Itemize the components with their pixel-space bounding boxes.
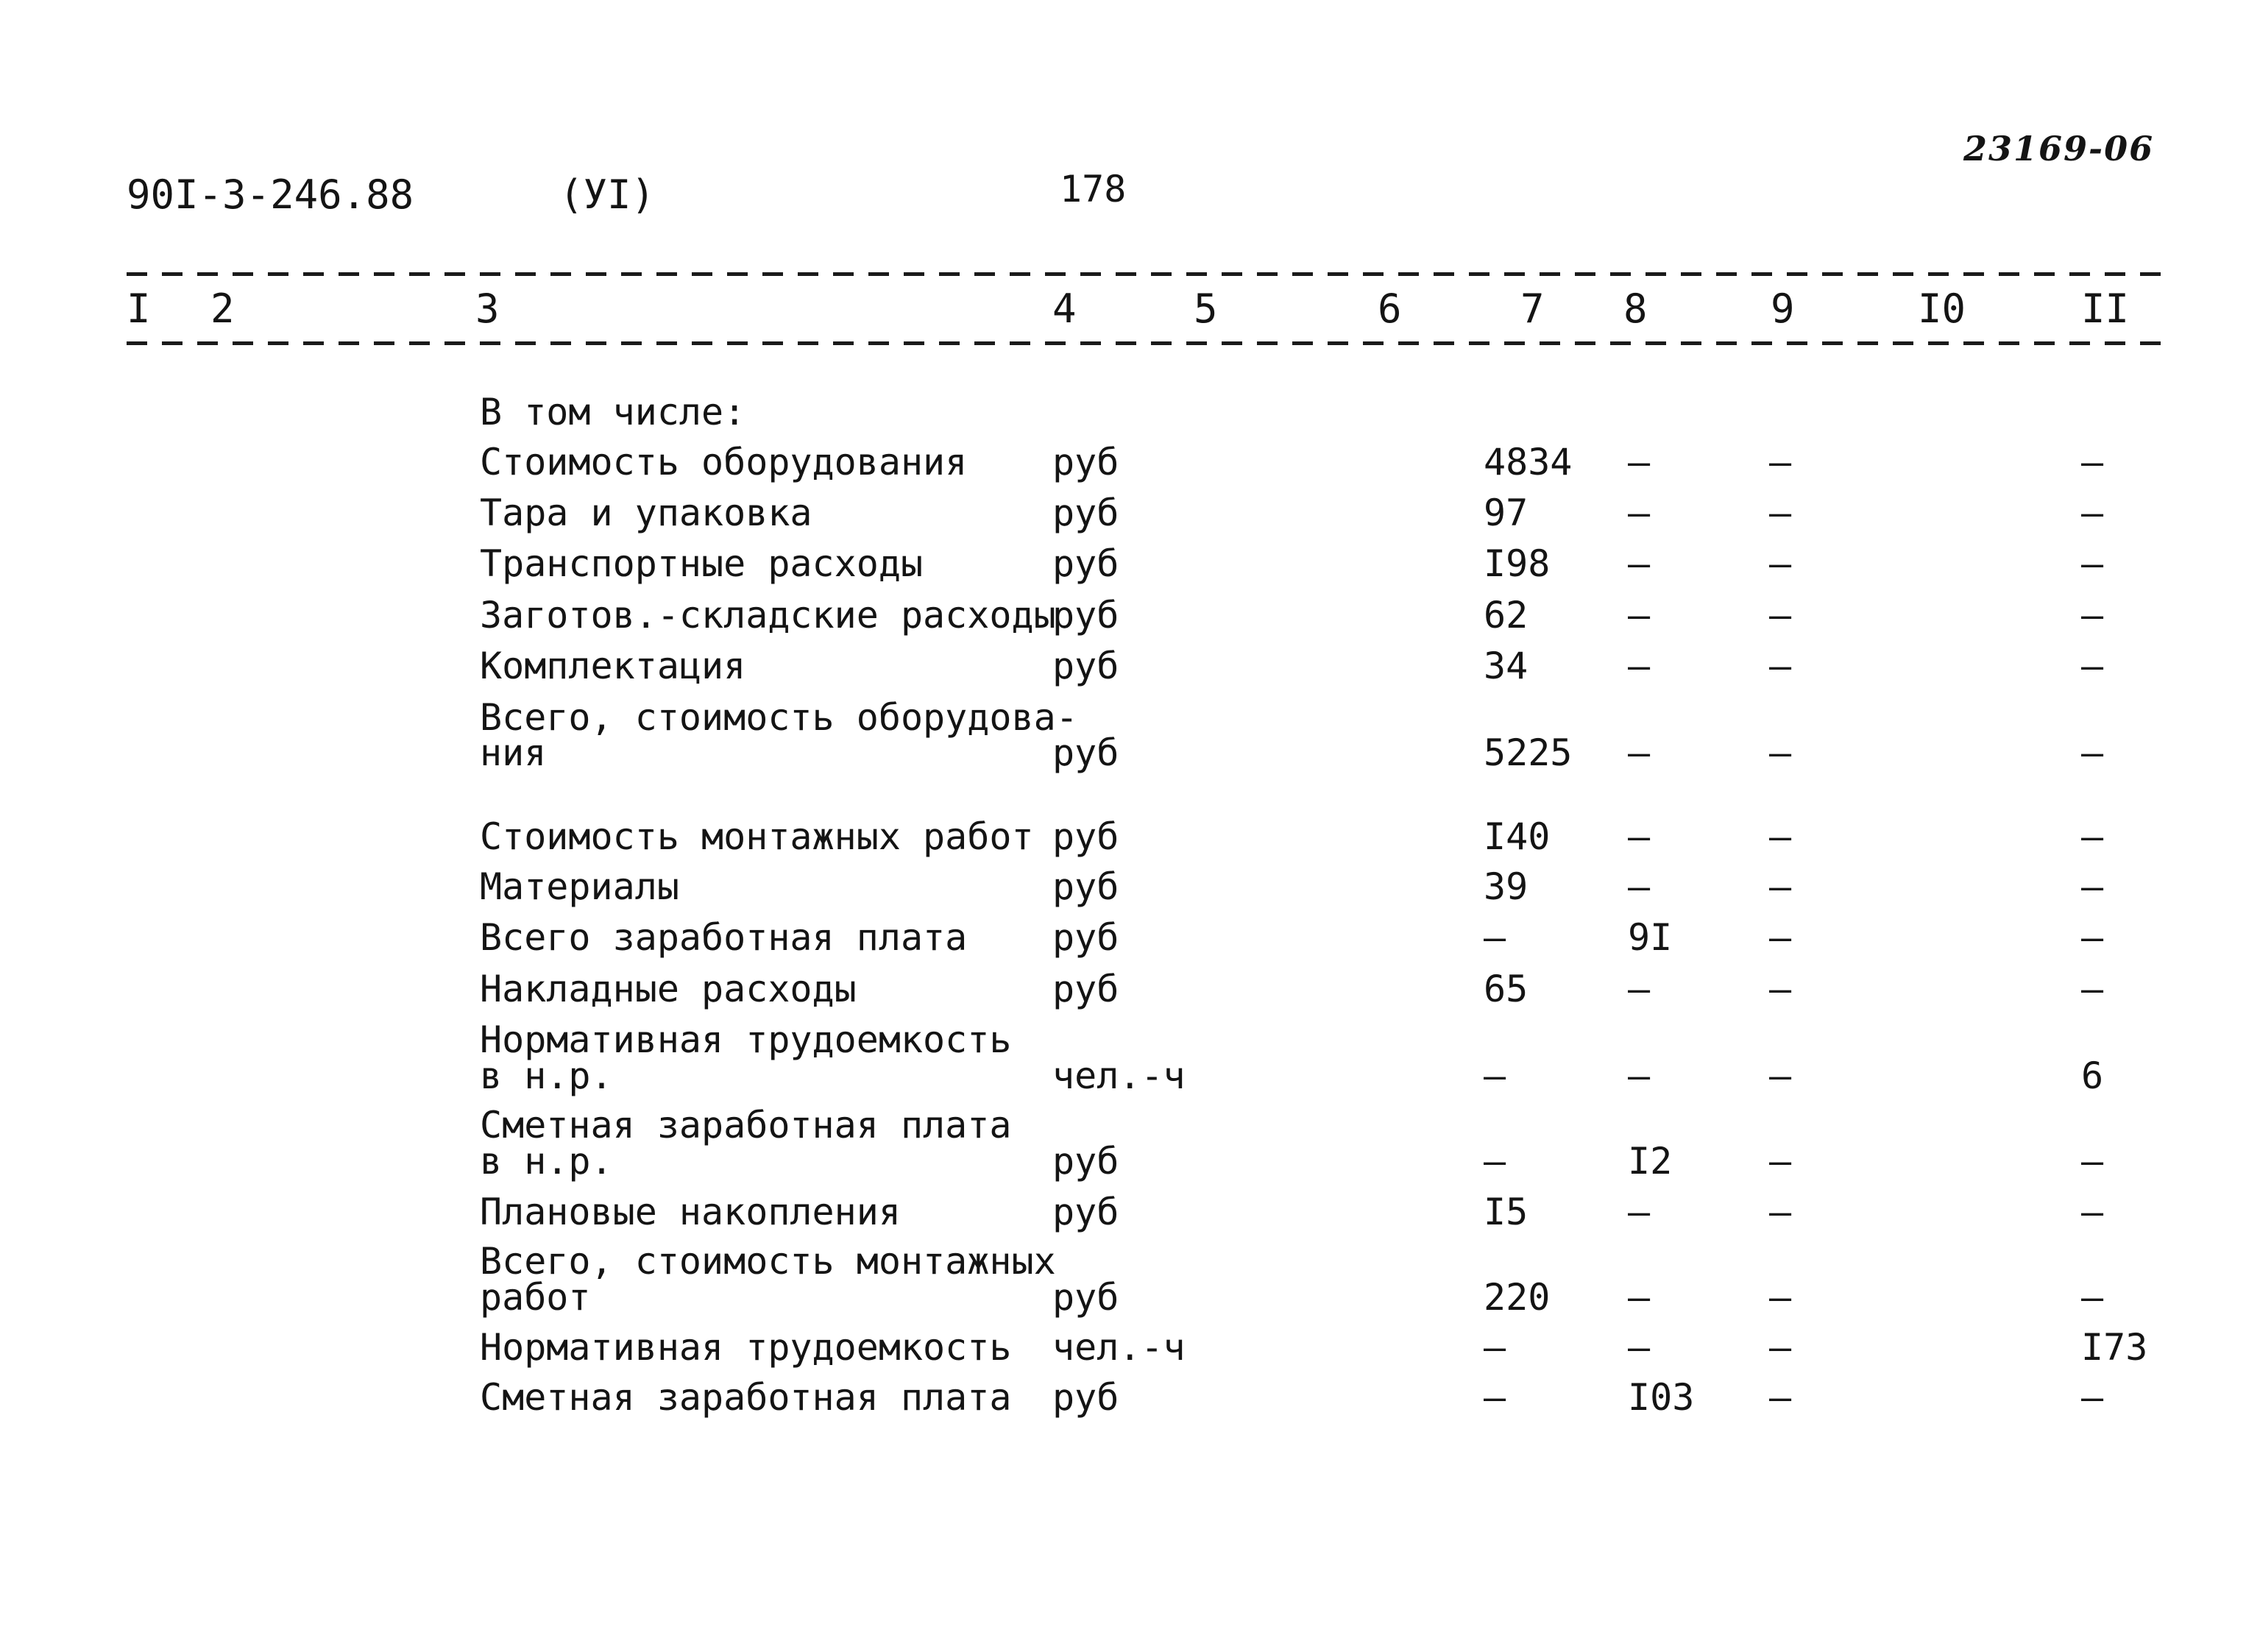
document-code: 90I-3-246.88 [127, 171, 414, 218]
row-label: Тара и упаковка [480, 492, 812, 534]
row-label: Накладные расходы [480, 968, 857, 1010]
unit-cell: руб [1052, 865, 1119, 908]
row-label: Нормативная трудоемкость [480, 1326, 1012, 1369]
value-col-11: – [2081, 1140, 2104, 1183]
column-number: I [127, 286, 151, 332]
row-label-continued: в н.р. [480, 1140, 613, 1183]
value-col-8: – [1628, 731, 1651, 774]
value-col-8: – [1628, 1326, 1651, 1369]
value-col-8: – [1628, 542, 1651, 585]
value-col-9: – [1769, 1376, 1792, 1419]
value-col-11: – [2081, 865, 2104, 908]
unit-cell: руб [1052, 1276, 1119, 1319]
value-col-11: – [2081, 1191, 2104, 1233]
header-bottom-rule [127, 341, 2171, 345]
inventory-stamp: 23169-06 [1963, 129, 2155, 169]
row-label: Нормативная трудоемкость [480, 1018, 1012, 1061]
row-label: Всего заработная плата [480, 916, 968, 959]
value-col-8: – [1628, 968, 1651, 1010]
value-col-9: – [1769, 731, 1792, 774]
value-col-7: – [1484, 916, 1506, 959]
value-col-11: – [2081, 968, 2104, 1010]
column-number: 4 [1052, 286, 1077, 332]
value-col-7: 62 [1484, 594, 1528, 637]
row-label: Стоимость монтажных работ [480, 815, 1034, 858]
column-number: 2 [210, 286, 235, 332]
value-col-8: I03 [1628, 1376, 1695, 1419]
unit-cell: руб [1052, 542, 1119, 585]
value-col-7: – [1484, 1140, 1506, 1183]
value-col-11: – [2081, 1376, 2104, 1419]
unit-cell: руб [1052, 1140, 1119, 1183]
value-col-9: – [1769, 1276, 1792, 1319]
value-col-9: – [1769, 645, 1792, 687]
page-number: 178 [1060, 168, 1127, 210]
value-col-11: – [2081, 542, 2104, 585]
value-col-7: I5 [1484, 1191, 1528, 1233]
value-col-8: – [1628, 594, 1651, 637]
value-col-7: 34 [1484, 645, 1528, 687]
column-number: 9 [1771, 286, 1795, 332]
row-label-continued: в н.р. [480, 1054, 613, 1097]
value-col-8: – [1628, 645, 1651, 687]
value-col-8: – [1628, 492, 1651, 534]
row-label: Всего, стоимость оборудова- [480, 696, 1078, 739]
value-col-7: I98 [1484, 542, 1551, 585]
unit-cell: руб [1052, 815, 1119, 858]
value-col-9: – [1769, 492, 1792, 534]
value-col-9: – [1769, 441, 1792, 483]
row-label-continued: работ [480, 1276, 591, 1319]
value-col-11: – [2081, 441, 2104, 483]
value-col-8: – [1628, 1191, 1651, 1233]
row-label: Комплектация [480, 645, 746, 687]
unit-cell: руб [1052, 441, 1119, 483]
value-col-7: 39 [1484, 865, 1528, 908]
value-col-8: – [1628, 865, 1651, 908]
column-number: I0 [1918, 286, 1966, 332]
unit-cell: руб [1052, 731, 1119, 774]
value-col-7: 5225 [1484, 731, 1573, 774]
value-col-11: – [2081, 916, 2104, 959]
value-col-9: – [1769, 865, 1792, 908]
value-col-11: – [2081, 815, 2104, 858]
column-number: 5 [1194, 286, 1218, 332]
value-col-8: I2 [1628, 1140, 1673, 1183]
value-col-9: – [1769, 815, 1792, 858]
value-col-8: – [1628, 815, 1651, 858]
unit-cell: чел.-ч [1052, 1326, 1186, 1369]
unit-cell: руб [1052, 968, 1119, 1010]
value-col-11: – [2081, 1276, 2104, 1319]
value-col-11: 6 [2081, 1054, 2104, 1097]
section-number: (УI) [559, 171, 656, 218]
value-col-9: – [1769, 1326, 1792, 1369]
value-col-9: – [1769, 1191, 1792, 1233]
value-col-8: – [1628, 1276, 1651, 1319]
row-label: В том числе: [480, 391, 746, 433]
value-col-8: – [1628, 1054, 1651, 1097]
value-col-7: – [1484, 1326, 1506, 1369]
row-label: Материалы [480, 865, 679, 908]
value-col-7: – [1484, 1054, 1506, 1097]
unit-cell: руб [1052, 492, 1119, 534]
value-col-11: – [2081, 492, 2104, 534]
value-col-8: – [1628, 441, 1651, 483]
row-label: Транспортные расходы [480, 542, 924, 585]
unit-cell: руб [1052, 1376, 1119, 1419]
row-label-continued: ния [480, 731, 547, 774]
column-number: 7 [1520, 286, 1545, 332]
value-col-9: – [1769, 594, 1792, 637]
column-number: 8 [1623, 286, 1648, 332]
row-label: Сметная заработная плата [480, 1104, 1012, 1146]
unit-cell: руб [1052, 645, 1119, 687]
value-col-9: – [1769, 1054, 1792, 1097]
value-col-9: – [1769, 916, 1792, 959]
unit-cell: руб [1052, 594, 1119, 637]
value-col-9: – [1769, 542, 1792, 585]
value-col-11: – [2081, 645, 2104, 687]
unit-cell: руб [1052, 916, 1119, 959]
column-number: II [2081, 286, 2130, 332]
row-label: Заготов.-складские расходы [480, 594, 1056, 637]
value-col-7: – [1484, 1376, 1506, 1419]
row-label: Плановые накопления [480, 1191, 901, 1233]
value-col-9: – [1769, 968, 1792, 1010]
row-label: Всего, стоимость монтажных [480, 1240, 1056, 1283]
row-label: Стоимость оборудования [480, 441, 968, 483]
value-col-11: I73 [2081, 1326, 2148, 1369]
value-col-11: – [2081, 731, 2104, 774]
row-label: Сметная заработная плата [480, 1376, 1012, 1419]
value-col-7: 220 [1484, 1276, 1551, 1319]
value-col-11: – [2081, 594, 2104, 637]
value-col-8: 9I [1628, 916, 1673, 959]
value-col-7: I40 [1484, 815, 1551, 858]
value-col-7: 97 [1484, 492, 1528, 534]
unit-cell: чел.-ч [1052, 1054, 1186, 1097]
value-col-7: 65 [1484, 968, 1528, 1010]
column-number: 6 [1378, 286, 1402, 332]
value-col-9: – [1769, 1140, 1792, 1183]
unit-cell: руб [1052, 1191, 1119, 1233]
column-number: 3 [475, 286, 500, 332]
header-top-rule [127, 272, 2171, 276]
value-col-7: 4834 [1484, 441, 1573, 483]
